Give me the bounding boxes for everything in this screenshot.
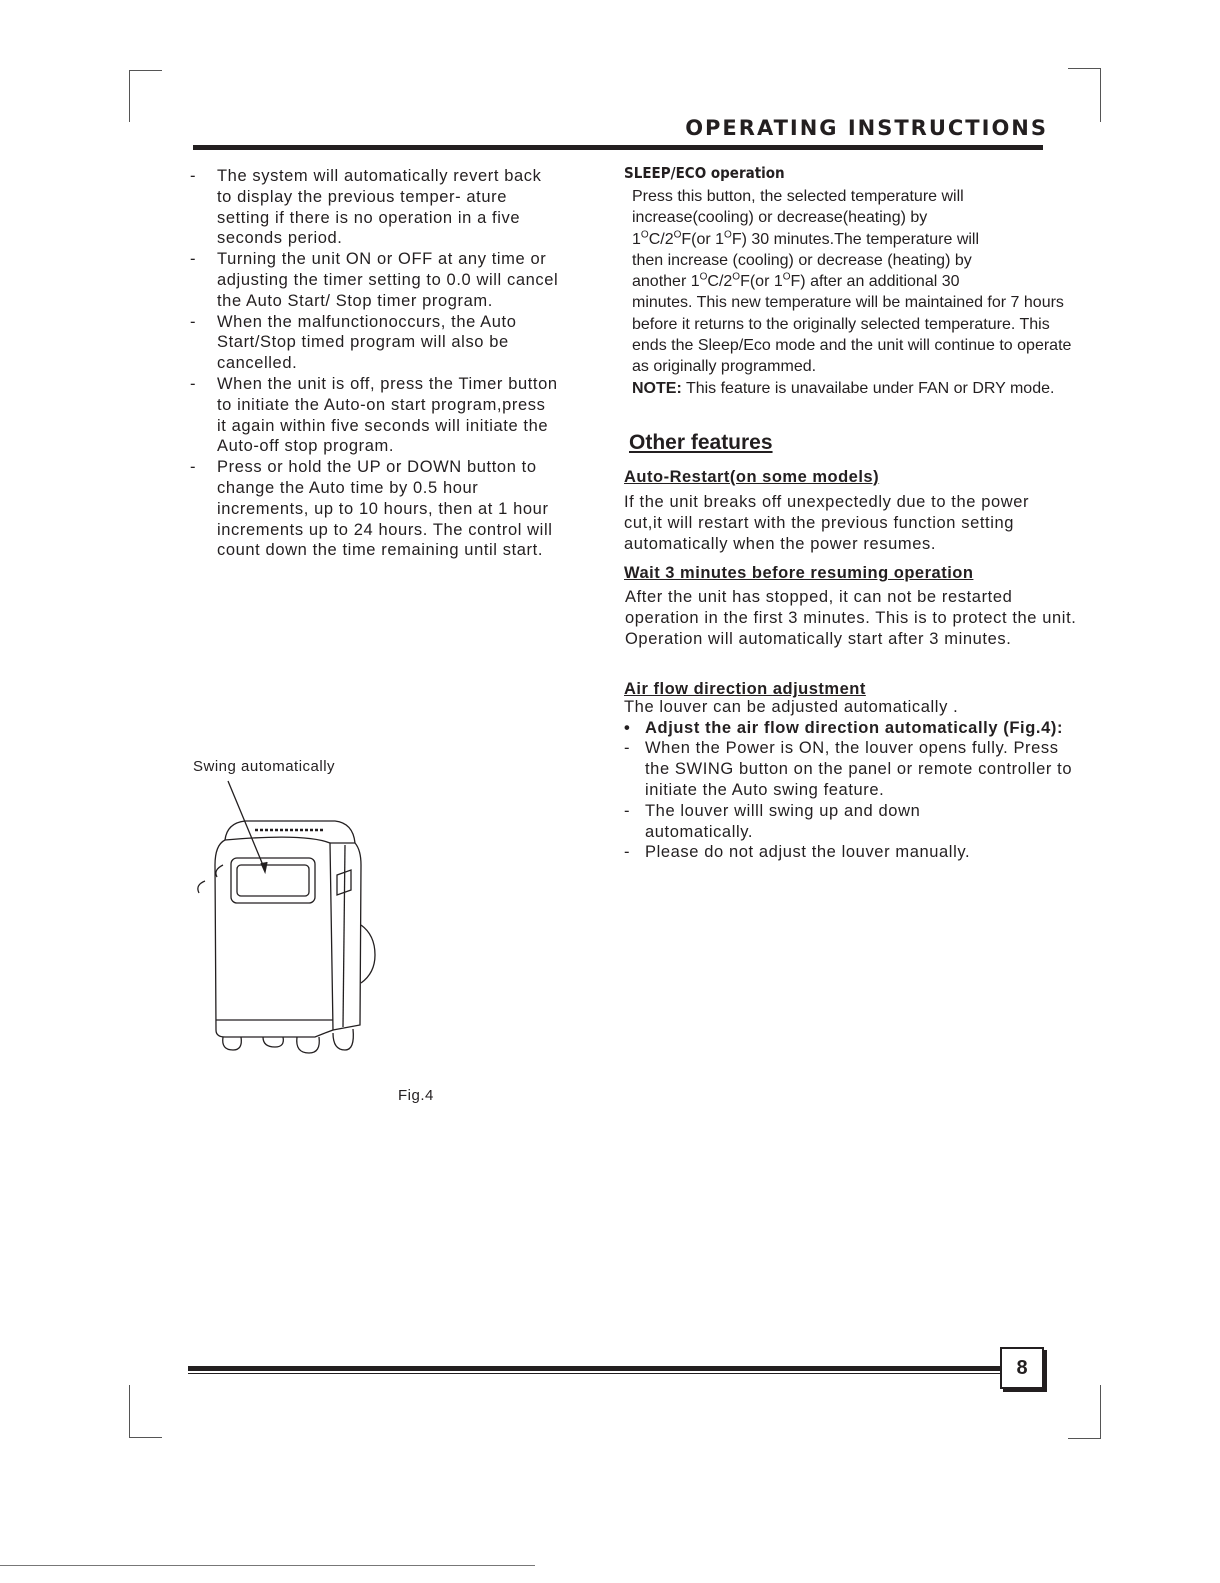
crop-mark-bottom-left-h [129,1437,162,1438]
page-title: OPERATING INSTRUCTIONS [685,116,1048,140]
list-item: - Turning the unit ON or OFF at any time or adjusting the timer setting to 0.0 will cancel the Auto Start/ Stop timer program. [190,250,559,310]
list-item: - Please do not adjust the louver manually. [624,843,971,862]
crop-mark-bottom-right-v [1100,1385,1101,1439]
list-item: - Press or hold the UP or DOWN button to change the Auto time by 0.5 hour increments, up to 10 hours, then at 1 hour increments up to 24 hours. The control will count down the time remaining until start. [190,458,553,560]
page-number: 8 [1000,1347,1044,1389]
footer-rule [188,1366,1000,1371]
airflow-heading: Air flow direction adjustment [624,679,866,698]
auto-restart-text: If the unit breaks off unexpectedly due to the power cut,it will restart with the previous function setting automatically when the power resumes. [624,492,1030,553]
crop-mark-top-right-v [1100,68,1101,122]
list-item: - When the malfunctionoccurs, the Auto Start/Stop timed program will also be cancelled. [190,312,517,373]
air-conditioner-illustration [185,775,385,1065]
header-rule [193,145,1043,150]
crop-mark-bottom-left-v [129,1385,130,1437]
sleep-eco-description: Press this button, the selected temperature will increase(cooling) or decrease(heating) by $1^OC/2^OF(or$ $1^OF$) 30 minutes.The temperature will then increase (cooling) or decrease (heating) by another $1^OC/2^OF(or$ $1^OF$) after an additional 30 minutes. This new temperature will be maintained for 7 hours before it returns to the originally selected temperature. This ends the Sleep/Eco mode and the unit will continue to operate as originally programmed. NOTE: This feature is unavailabe under FAN or DRY mode. [632,188,1072,397]
note-label: NOTE: [632,379,682,397]
list-item: - The system will automatically revert back to display the previous temper- ature setting if there is no operation in a five seconds period. [190,167,542,248]
wait-heading: Wait 3 minutes before resuming operation [624,564,974,583]
sleep-eco-heading: SLEEP/ECO operation [624,164,785,182]
page-edge-line [0,1565,535,1566]
other-features-heading: Other features [629,430,773,454]
figure-caption: Fig.4 [398,1087,434,1104]
crop-mark-top-left-v [129,70,130,122]
auto-restart-heading: Auto-Restart(on some models) [624,467,880,486]
wait-text: After the unit has stopped, it can not be restarted operation in the first 3 minutes. This is to protect the unit. Operation will automatically start after 3 minutes. [625,588,1077,648]
list-item: - When the unit is off, press the Timer button to initiate the Auto-on start program,press it again within five seconds will initiate the Auto-off stop program. [190,374,558,456]
list-item: - The louver willl swing up and down automatically. [624,801,921,841]
airflow-bold-bullet: • Adjust the air flow direction automatically (Fig.4): [624,718,1064,737]
crop-mark-top-left-h [129,70,162,71]
right-column [624,164,1084,863]
swing-label: Swing automatically [193,758,336,775]
airflow-intro: The louver can be adjusted automatically . [624,697,959,716]
footer-rule-thin [188,1373,1000,1374]
crop-mark-bottom-right-h [1068,1438,1101,1439]
timer-notes-list [190,166,560,561]
list-item: - When the Power is ON, the louver opens fully. Press the SWING button on the panel or remote controller to initiate the Auto swing feature. [624,739,1073,799]
crop-mark-top-right-h [1068,68,1101,69]
